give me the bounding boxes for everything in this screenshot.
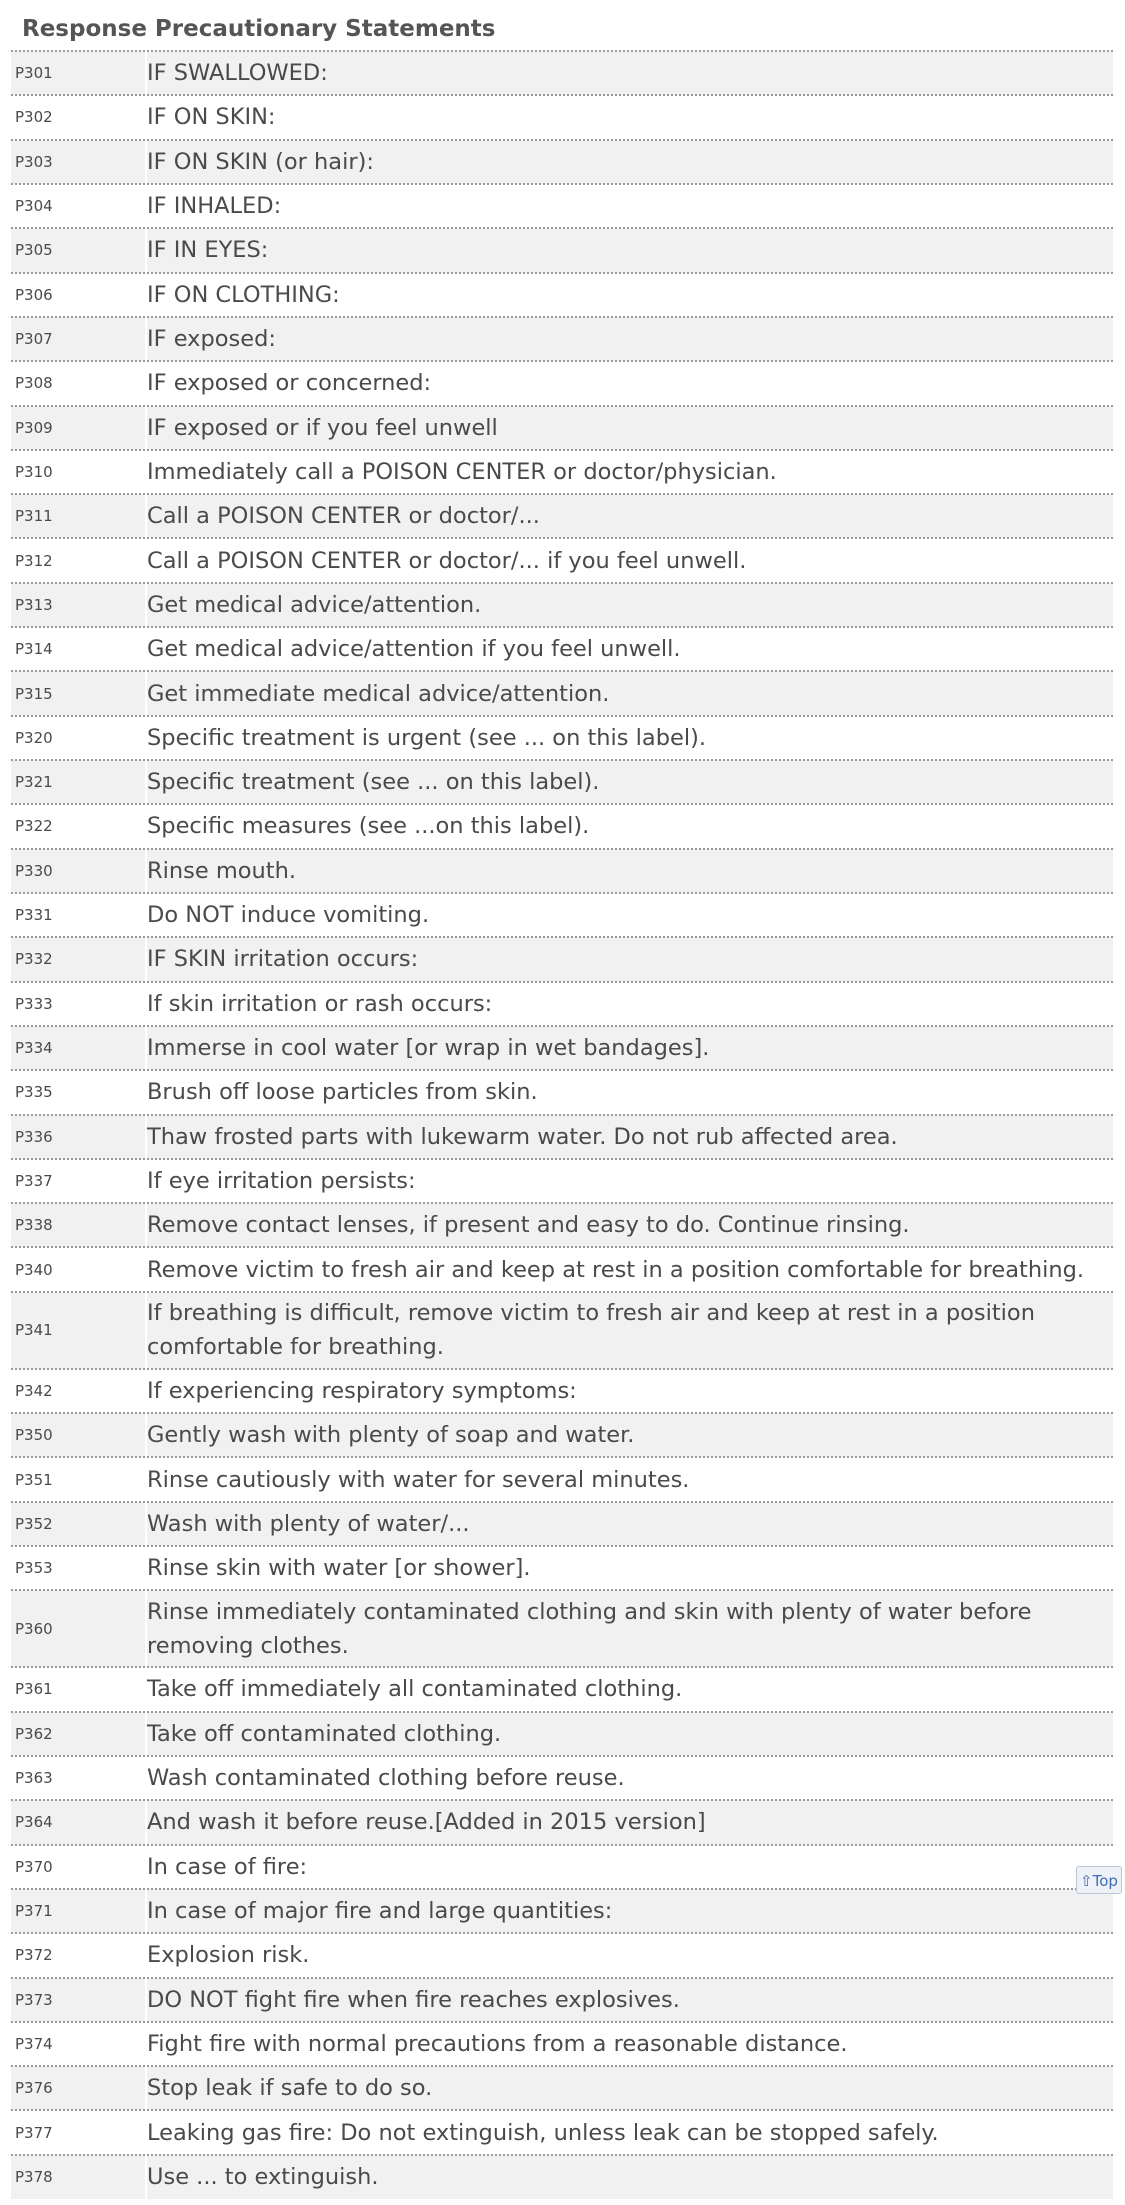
- statement-code: P301: [11, 51, 146, 95]
- statement-text: Leaking gas fire: Do not extinguish, unless leak can be stopped safely.: [146, 2110, 1113, 2154]
- statement-text: Specific treatment (see ... on this label).: [146, 760, 1113, 804]
- statement-code: P302: [11, 95, 146, 139]
- statement-code: P377: [11, 2110, 146, 2154]
- statement-code: P313: [11, 583, 146, 627]
- statement-text: Call a POISON CENTER or doctor/...: [146, 494, 1113, 538]
- statement-code: P352: [11, 1502, 146, 1546]
- statement-text: If experiencing respiratory symptoms:: [146, 1369, 1113, 1413]
- statement-code: P315: [11, 671, 146, 715]
- table-row: [11, 937, 1113, 981]
- statement-code: P330: [11, 849, 146, 893]
- table-row: [11, 1590, 1113, 1667]
- statement-code: P372: [11, 1933, 146, 1977]
- table-row: [11, 1546, 1113, 1590]
- statement-code: P332: [11, 937, 146, 981]
- statement-text: In case of fire:: [146, 1845, 1113, 1889]
- table-row: [11, 2155, 1113, 2199]
- statement-text: Get medical advice/attention if you feel unwell.: [146, 627, 1113, 671]
- statement-text: Gently wash with plenty of soap and water.: [146, 1413, 1113, 1457]
- statements-table: [11, 50, 1113, 2199]
- statement-text: IF SWALLOWED:: [146, 51, 1113, 95]
- statement-text: Take off immediately all contaminated clothing.: [146, 1667, 1113, 1711]
- statement-text: Stop leak if safe to do so.: [146, 2066, 1113, 2110]
- statement-text: IF exposed or if you feel unwell: [146, 406, 1113, 450]
- table-row: [11, 1457, 1113, 1501]
- table-row: [11, 228, 1113, 272]
- statement-text: IF IN EYES:: [146, 228, 1113, 272]
- table-row: [11, 1712, 1113, 1756]
- statement-code: P310: [11, 450, 146, 494]
- statement-text: IF exposed:: [146, 317, 1113, 361]
- table-row: [11, 2022, 1113, 2066]
- statement-text: Immerse in cool water [or wrap in wet bandages].: [146, 1026, 1113, 1070]
- precautionary-statements-section: [11, 0, 1113, 2199]
- table-row: [11, 140, 1113, 184]
- table-row: [11, 627, 1113, 671]
- statement-text: Rinse cautiously with water for several minutes.: [146, 1457, 1113, 1501]
- table-row: [11, 1203, 1113, 1247]
- statement-text: Rinse mouth.: [146, 849, 1113, 893]
- table-row: [11, 1889, 1113, 1933]
- statement-code: P333: [11, 982, 146, 1026]
- statement-code: P362: [11, 1712, 146, 1756]
- statement-text: Wash contaminated clothing before reuse.: [146, 1756, 1113, 1800]
- table-row: [11, 760, 1113, 804]
- table-row: [11, 1369, 1113, 1413]
- statement-text: IF exposed or concerned:: [146, 361, 1113, 405]
- statement-code: P373: [11, 1978, 146, 2022]
- statement-text: Call a POISON CENTER or doctor/... if you feel unwell.: [146, 538, 1113, 582]
- statement-text: If skin irritation or rash occurs:: [146, 982, 1113, 1026]
- statement-code: P304: [11, 184, 146, 228]
- statement-code: P334: [11, 1026, 146, 1070]
- table-row: [11, 1756, 1113, 1800]
- back-to-top-button[interactable]: [1076, 1866, 1122, 1894]
- table-row: [11, 317, 1113, 361]
- statements-table-body: [11, 51, 1113, 2199]
- statement-code: P364: [11, 1800, 146, 1844]
- table-row: [11, 95, 1113, 139]
- table-row: [11, 583, 1113, 627]
- statement-text: DO NOT fight fire when fire reaches explosives.: [146, 1978, 1113, 2022]
- statement-code: P350: [11, 1413, 146, 1457]
- statement-code: P314: [11, 627, 146, 671]
- section-title: Response Precautionary Statements: [22, 16, 496, 42]
- table-row: [11, 1502, 1113, 1546]
- statement-code: P341: [11, 1292, 146, 1369]
- table-row: [11, 1292, 1113, 1369]
- table-row: [11, 1413, 1113, 1457]
- statement-text: Wash with plenty of water/...: [146, 1502, 1113, 1546]
- table-row: [11, 893, 1113, 937]
- table-row: [11, 1933, 1113, 1977]
- statement-text: Take off contaminated clothing.: [146, 1712, 1113, 1756]
- table-row: [11, 1115, 1113, 1159]
- statement-code: P338: [11, 1203, 146, 1247]
- statement-text: Remove victim to fresh air and keep at rest in a position comfortable for breathing.: [146, 1247, 1113, 1291]
- table-row: [11, 716, 1113, 760]
- table-row: [11, 51, 1113, 95]
- statement-code: P374: [11, 2022, 146, 2066]
- statement-code: P340: [11, 1247, 146, 1291]
- statement-text: Brush off loose particles from skin.: [146, 1070, 1113, 1114]
- statement-code: P378: [11, 2155, 146, 2199]
- statement-text: IF ON CLOTHING:: [146, 273, 1113, 317]
- statement-text: Specific treatment is urgent (see ... on this label).: [146, 716, 1113, 760]
- statement-text: Explosion risk.: [146, 1933, 1113, 1977]
- back-to-top-label: Top: [1092, 1872, 1118, 1890]
- statement-text: And wash it before reuse.[Added in 2015 version]: [146, 1800, 1113, 1844]
- statement-text: Rinse immediately contaminated clothing and skin with plenty of water before removing clothes.: [146, 1590, 1113, 1667]
- arrow-up-icon: ⇧: [1080, 1872, 1093, 1890]
- table-row: [11, 361, 1113, 405]
- statement-code: P335: [11, 1070, 146, 1114]
- statement-text: IF INHALED:: [146, 184, 1113, 228]
- table-row: [11, 1845, 1113, 1889]
- statement-code: P306: [11, 273, 146, 317]
- statement-text: Get immediate medical advice/attention.: [146, 671, 1113, 715]
- statement-code: P321: [11, 760, 146, 804]
- statement-code: P322: [11, 804, 146, 848]
- statement-code: P307: [11, 317, 146, 361]
- statement-text: IF SKIN irritation occurs:: [146, 937, 1113, 981]
- table-row: [11, 1667, 1113, 1711]
- statement-code: P371: [11, 1889, 146, 1933]
- table-row: [11, 982, 1113, 1026]
- statement-text: In case of major fire and large quantities:: [146, 1889, 1113, 1933]
- statement-code: P360: [11, 1590, 146, 1667]
- statement-text: IF ON SKIN:: [146, 95, 1113, 139]
- statement-code: P361: [11, 1667, 146, 1711]
- statement-code: P320: [11, 716, 146, 760]
- table-row: [11, 1159, 1113, 1203]
- table-row: [11, 406, 1113, 450]
- table-row: [11, 450, 1113, 494]
- statement-code: P303: [11, 140, 146, 184]
- statement-code: P331: [11, 893, 146, 937]
- statement-code: P376: [11, 2066, 146, 2110]
- table-row: [11, 184, 1113, 228]
- statement-text: Get medical advice/attention.: [146, 583, 1113, 627]
- statement-code: P342: [11, 1369, 146, 1413]
- statement-code: P308: [11, 361, 146, 405]
- table-row: [11, 2066, 1113, 2110]
- statement-code: P351: [11, 1457, 146, 1501]
- statement-text: If eye irritation persists:: [146, 1159, 1113, 1203]
- table-row: [11, 1070, 1113, 1114]
- table-row: [11, 494, 1113, 538]
- table-row: [11, 804, 1113, 848]
- table-row: [11, 671, 1113, 715]
- statement-text: Immediately call a POISON CENTER or doctor/physician.: [146, 450, 1113, 494]
- statement-code: P337: [11, 1159, 146, 1203]
- statement-text: If breathing is difficult, remove victim to fresh air and keep at rest in a position comfortable for breathing.: [146, 1292, 1113, 1369]
- table-row: [11, 273, 1113, 317]
- table-row: [11, 538, 1113, 582]
- table-row: [11, 1247, 1113, 1291]
- statement-text: Fight fire with normal precautions from a reasonable distance.: [146, 2022, 1113, 2066]
- statement-code: P370: [11, 1845, 146, 1889]
- statement-code: P336: [11, 1115, 146, 1159]
- statement-text: Rinse skin with water [or shower].: [146, 1546, 1113, 1590]
- statement-text: Specific measures (see ...on this label).: [146, 804, 1113, 848]
- table-row: [11, 849, 1113, 893]
- statement-code: P353: [11, 1546, 146, 1590]
- statement-text: Thaw frosted parts with lukewarm water. Do not rub affected area.: [146, 1115, 1113, 1159]
- table-row: [11, 1800, 1113, 1844]
- table-row: [11, 2110, 1113, 2154]
- table-row: [11, 1026, 1113, 1070]
- statement-text: Do NOT induce vomiting.: [146, 893, 1113, 937]
- statement-text: IF ON SKIN (or hair):: [146, 140, 1113, 184]
- table-row: [11, 1978, 1113, 2022]
- statement-code: P363: [11, 1756, 146, 1800]
- statement-text: Use ... to extinguish.: [146, 2155, 1113, 2199]
- statement-code: P312: [11, 538, 146, 582]
- statement-text: Remove contact lenses, if present and easy to do. Continue rinsing.: [146, 1203, 1113, 1247]
- statement-code: P305: [11, 228, 146, 272]
- statement-code: P311: [11, 494, 146, 538]
- statement-code: P309: [11, 406, 146, 450]
